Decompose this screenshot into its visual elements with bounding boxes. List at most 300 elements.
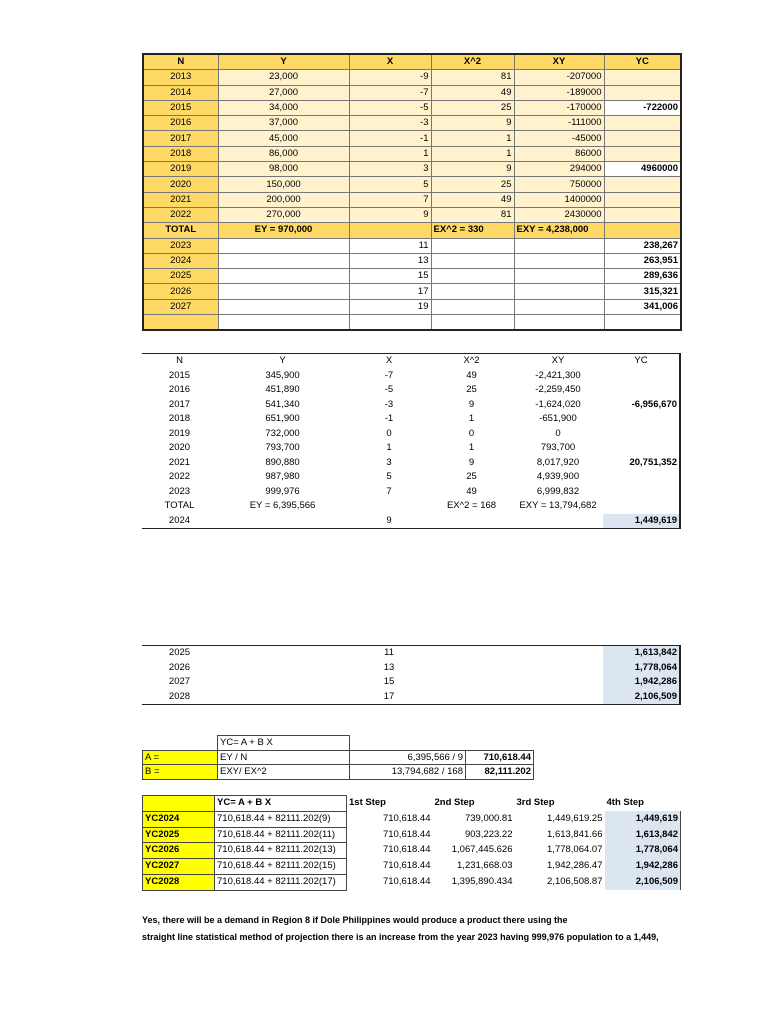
cell-formula: 710,618.44 + 82111.202(15)	[215, 859, 347, 875]
cell-y	[218, 299, 349, 314]
cell-yc	[603, 412, 680, 427]
table-row	[142, 485, 680, 500]
cell-x: 11	[349, 238, 431, 253]
cell-n: 2023	[143, 238, 218, 253]
total-row	[143, 223, 681, 238]
empty-cell	[430, 646, 513, 661]
header-x: X	[385, 355, 393, 366]
cell-yc	[604, 146, 681, 161]
cell-x2	[430, 514, 513, 529]
projection-table-1	[142, 53, 682, 331]
cell-y: 98,000	[218, 162, 349, 177]
cell-yc	[603, 369, 680, 384]
total-label: TOTAL	[143, 223, 218, 238]
empty-cell	[217, 675, 348, 690]
cell-yc: -722000	[604, 100, 681, 115]
cell-n: 2016	[168, 384, 191, 395]
cell-step-4: 1,449,619	[605, 811, 681, 827]
cell-step-3: 1,613,841.66	[547, 828, 603, 840]
cell-y: 34,000	[218, 100, 349, 115]
table-row	[143, 100, 681, 115]
table-row	[143, 874, 681, 890]
cell-yc: 315,321	[604, 284, 681, 299]
empty-cell	[430, 661, 513, 676]
cell-x: 13	[349, 253, 431, 268]
cell-x2: 49	[466, 369, 477, 381]
cell-n: 2020	[143, 177, 218, 192]
table-header-row	[143, 54, 681, 70]
cell-formula: 710,618.44 + 82111.202(11)	[215, 827, 347, 843]
cell-x: -7	[349, 85, 431, 100]
cell-x2: 9	[431, 116, 514, 131]
cell-xy: -2,259,450	[535, 384, 581, 395]
cell-n: 2013	[143, 70, 218, 85]
cell-n: 2027	[168, 676, 191, 687]
cell-step-3: 1,942,286.47	[547, 860, 603, 872]
cell-xy: -45000	[514, 131, 604, 146]
table-row	[143, 116, 681, 131]
formula-title-row	[143, 736, 534, 751]
cell-x: -9	[349, 70, 431, 85]
formula-result: 710,618.44	[466, 750, 534, 765]
formula-result: 82,111.202	[466, 765, 534, 780]
table-row	[143, 146, 681, 161]
empty-cell	[217, 690, 348, 705]
formula-row	[143, 750, 534, 765]
cell-xy: 86000	[514, 146, 604, 161]
cell-x: 11	[384, 647, 394, 658]
cell-xy: -111000	[514, 116, 604, 131]
cell-n: 2024	[168, 514, 191, 526]
total-label: TOTAL	[164, 500, 195, 511]
cell-yc	[604, 116, 681, 131]
cell-x: -1	[384, 413, 394, 424]
table-row	[143, 811, 681, 827]
cell-xy: 4,939,900	[536, 471, 580, 482]
total-ey: EY = 6,395,566	[249, 500, 316, 511]
cell-x2	[431, 269, 514, 284]
cell-label: YC2027	[143, 859, 215, 875]
cell-y: 999,976	[265, 485, 300, 497]
table-row	[143, 162, 681, 177]
table-header-row	[142, 354, 680, 369]
cell-xy	[514, 284, 604, 299]
table-row	[142, 456, 680, 471]
table-row	[142, 383, 680, 398]
empty-cell	[513, 661, 603, 676]
cell-y: 451,890	[265, 384, 300, 395]
header-n: N	[143, 54, 218, 70]
cell-yc: 1,449,619	[603, 514, 680, 529]
cell-n: 2023	[168, 485, 191, 497]
cell-x2: 9	[468, 456, 475, 468]
cell-xy: 2430000	[514, 207, 604, 222]
cell-yc	[604, 207, 681, 222]
cell-yc	[604, 192, 681, 207]
cell-xy: -651,900	[539, 413, 577, 424]
cell-yc: 263,951	[604, 253, 681, 268]
cell-formula: 710,618.44 + 82111.202(17)	[215, 874, 347, 890]
cell-x: 19	[349, 299, 431, 314]
cell-n: 2026	[168, 661, 191, 673]
conclusion-paragraph	[142, 912, 702, 946]
header-x2: X^2	[463, 355, 480, 366]
cell-step-4: 1,778,064	[605, 843, 681, 859]
cell-n: 2017	[168, 398, 191, 410]
cell-x: 7	[349, 192, 431, 207]
cell-y: 27,000	[218, 85, 349, 100]
cell-xy	[514, 269, 604, 284]
header-x: X	[349, 54, 431, 70]
steps-table	[142, 795, 681, 891]
cell-x: 5	[349, 177, 431, 192]
cell-n: 2018	[143, 146, 218, 161]
formula-substitution: 6,395,566 / 9	[350, 750, 466, 765]
cell-yc: 238,267	[604, 238, 681, 253]
header-x2: X^2	[431, 54, 514, 70]
cell-x2	[431, 253, 514, 268]
cell-x: 7	[386, 485, 392, 497]
cell-y	[217, 514, 348, 529]
table-row	[142, 412, 680, 427]
cell-y: 45,000	[218, 131, 349, 146]
header-xy: XY	[551, 355, 565, 366]
cell-y: 987,980	[265, 471, 300, 482]
formula-expression: EY / N	[218, 750, 350, 765]
cell-x: 5	[386, 471, 392, 482]
total-ey: EY = 970,000	[218, 223, 349, 238]
cell-xy: 294000	[514, 162, 604, 177]
table-row	[142, 441, 680, 456]
table-row	[143, 827, 681, 843]
cell-x2: 9	[431, 162, 514, 177]
empty-cell	[430, 690, 513, 705]
cell-label: YC2026	[143, 843, 215, 859]
table-row	[143, 177, 681, 192]
cell-x: 13	[383, 661, 395, 673]
table-row	[143, 207, 681, 222]
cell-step-2: 1,231,668.03	[457, 860, 513, 872]
empty-cell	[431, 315, 514, 331]
cell-x2: 0	[468, 427, 475, 439]
empty-cell	[217, 661, 348, 676]
cell-n: 2015	[168, 369, 191, 381]
cell-n: 2027	[143, 299, 218, 314]
header-step-2: 2nd Step	[434, 797, 475, 808]
table-header-row	[143, 796, 681, 812]
cell-yc: 341,006	[604, 299, 681, 314]
cell-x: -7	[384, 369, 394, 381]
cell-step-1: 710,618.44	[382, 875, 431, 887]
header-n: N	[176, 355, 183, 366]
cell-x2: 1	[431, 131, 514, 146]
projection-row	[143, 253, 681, 268]
cell-xy: -189000	[514, 85, 604, 100]
cell-xy: -207000	[514, 70, 604, 85]
cell-n: 2021	[143, 192, 218, 207]
cell-formula: 710,618.44 + 82111.202(13)	[215, 843, 347, 859]
formula-row	[143, 765, 534, 780]
empty-cell	[143, 796, 215, 812]
cell-x: -3	[384, 398, 394, 410]
cell-n: 2026	[143, 284, 218, 299]
cell-step-1: 710,618.44	[382, 812, 431, 824]
empty-cell	[218, 315, 349, 331]
cell-xy	[514, 299, 604, 314]
cell-yc	[603, 485, 680, 500]
table-row	[142, 470, 680, 485]
total-x	[348, 499, 430, 514]
cell-x2: 49	[431, 85, 514, 100]
total-row	[142, 499, 680, 514]
cell-step-2: 739,000.81	[464, 812, 513, 824]
cell-x: 9	[386, 514, 392, 526]
cell-xy: 6,999,832	[536, 485, 580, 497]
table-row	[142, 690, 680, 705]
cell-x: 3	[386, 456, 392, 468]
header-step-3: 3rd Step	[516, 797, 555, 808]
cell-x2	[431, 284, 514, 299]
formula-table	[142, 735, 534, 780]
cell-n: 2014	[143, 85, 218, 100]
cell-y	[218, 269, 349, 284]
cell-y: 270,000	[218, 207, 349, 222]
cell-x2: 49	[431, 192, 514, 207]
cell-label: YC2025	[143, 827, 215, 843]
cell-yc: -6,956,670	[631, 398, 677, 410]
cell-yc: 289,636	[604, 269, 681, 284]
cell-yc	[604, 70, 681, 85]
cell-y: 345,900	[265, 369, 300, 381]
total-yc	[603, 499, 680, 514]
cell-formula: 710,618.44 + 82111.202(9)	[215, 811, 347, 827]
header-yc: YC	[634, 355, 648, 366]
cell-yc: 4960000	[604, 162, 681, 177]
cell-xy: 750000	[514, 177, 604, 192]
empty-cell	[514, 315, 604, 331]
cell-step-4: 2,106,509	[605, 874, 681, 890]
cell-y: 37,000	[218, 116, 349, 131]
cell-x: 0	[386, 427, 392, 439]
cell-n: 2022	[143, 207, 218, 222]
formula-label-a: A =	[143, 750, 218, 765]
cell-x2	[431, 238, 514, 253]
cell-xy	[514, 253, 604, 268]
cell-xy: 793,700	[540, 442, 576, 453]
cell-x2: 25	[466, 384, 477, 395]
cell-xy: 1400000	[514, 192, 604, 207]
cell-x: -5	[384, 384, 394, 395]
cell-x2: 81	[431, 207, 514, 222]
cell-y: 890,880	[265, 456, 300, 468]
table-row	[142, 646, 680, 661]
cell-x: 17	[349, 284, 431, 299]
cell-step-4: 1,613,842	[605, 827, 681, 843]
cell-x: -5	[349, 100, 431, 115]
cell-x2: 1	[431, 146, 514, 161]
cell-xy: 0	[555, 427, 561, 439]
table-row	[142, 369, 680, 384]
empty-row	[143, 315, 681, 331]
cell-x2: 1	[468, 413, 475, 424]
empty-cell	[513, 646, 603, 661]
table-row	[142, 398, 680, 413]
cell-yc: 1,613,842	[603, 646, 680, 661]
projection-row	[143, 284, 681, 299]
table-row	[142, 675, 680, 690]
formula-substitution: 13,794,682 / 168	[350, 765, 466, 780]
cell-x: 15	[349, 269, 431, 284]
cell-x2: 81	[431, 70, 514, 85]
cell-x: 1	[386, 442, 392, 453]
projection-table-2	[142, 353, 681, 529]
cell-xy: 8,017,920	[536, 456, 580, 468]
cell-n: 2022	[168, 471, 191, 482]
cell-y: 200,000	[218, 192, 349, 207]
cell-x2: 25	[431, 177, 514, 192]
cell-x: 15	[383, 676, 395, 687]
cell-y: 793,700	[265, 442, 300, 453]
cell-n: 2021	[168, 456, 191, 468]
cell-y	[218, 238, 349, 253]
cell-yc: 20,751,352	[629, 456, 677, 468]
table-row	[143, 192, 681, 207]
cell-n: 2015	[143, 100, 218, 115]
cell-n: 2025	[143, 269, 218, 284]
cell-yc	[604, 131, 681, 146]
cell-n: 2016	[143, 116, 218, 131]
empty-cell	[350, 736, 466, 751]
cell-xy	[514, 238, 604, 253]
cell-yc: 2,106,509	[603, 690, 680, 705]
cell-xy	[513, 514, 603, 529]
cell-yc	[604, 177, 681, 192]
projection-row	[142, 514, 680, 529]
cell-x: -3	[349, 116, 431, 131]
header-y: Y	[218, 54, 349, 70]
cell-n: 2019	[143, 162, 218, 177]
cell-n: 2028	[168, 690, 191, 702]
cell-n: 2019	[168, 427, 191, 439]
cell-step-3: 2,106,508.87	[547, 875, 603, 887]
cell-x2: 25	[431, 100, 514, 115]
header-xy: XY	[514, 54, 604, 70]
empty-cell	[466, 736, 534, 751]
cell-yc	[603, 427, 680, 442]
cell-xy: -2,421,300	[535, 369, 581, 381]
total-exy: EXY = 13,794,682	[519, 500, 597, 511]
table-row	[142, 661, 680, 676]
cell-x: 3	[349, 162, 431, 177]
cell-n: 2017	[143, 131, 218, 146]
cell-x: 9	[349, 207, 431, 222]
table-row	[142, 427, 680, 442]
table-row	[143, 843, 681, 859]
empty-cell	[604, 315, 681, 331]
table-row	[143, 859, 681, 875]
empty-cell	[217, 646, 348, 661]
cell-x2: 25	[466, 471, 477, 482]
cell-label: YC2028	[143, 874, 215, 890]
cell-y: 86,000	[218, 146, 349, 161]
cell-step-1: 710,618.44	[382, 860, 431, 872]
cell-xy: -170000	[514, 100, 604, 115]
cell-yc	[603, 441, 680, 456]
cell-x2: 1	[468, 442, 475, 453]
header-y: Y	[279, 355, 286, 366]
cell-x: -1	[349, 131, 431, 146]
total-ex2: EX^2 = 168	[446, 500, 497, 511]
empty-cell	[349, 315, 431, 331]
cell-y: 150,000	[218, 177, 349, 192]
cell-step-2: 1,067,445.626	[451, 844, 513, 856]
table-row	[143, 85, 681, 100]
cell-n: 2025	[168, 647, 191, 658]
cell-yc: 1,942,286	[603, 675, 680, 690]
cell-step-3: 1,778,064.07	[547, 844, 603, 856]
cell-yc	[603, 470, 680, 485]
cell-yc	[603, 383, 680, 398]
projection-row	[143, 269, 681, 284]
cell-step-1: 710,618.44	[382, 828, 431, 840]
conclusion-line: straight line statistical method of projection there is an increase from the year 2023 having 999,976 population to a 1,449,	[142, 932, 659, 942]
cell-n: 2020	[168, 442, 191, 453]
cell-yc	[604, 85, 681, 100]
cell-step-4: 1,942,286	[605, 859, 681, 875]
cell-x2: 49	[466, 485, 477, 497]
cell-n: 2024	[143, 253, 218, 268]
formula-title: YC= A + B X	[218, 736, 350, 751]
cell-step-3: 1,449,619.25	[547, 812, 603, 824]
formula-label-b: B =	[143, 765, 218, 780]
empty-cell	[513, 675, 603, 690]
cell-x: 17	[383, 690, 395, 702]
projection-row	[143, 238, 681, 253]
cell-y: 732,000	[265, 427, 300, 439]
total-ex2: EX^2 = 330	[431, 223, 514, 238]
header-step-4: 4th Step	[606, 797, 644, 808]
cell-n: 2018	[168, 413, 191, 424]
empty-cell	[143, 736, 218, 751]
total-x	[349, 223, 431, 238]
header-step-1: 1st Step	[349, 797, 386, 808]
total-yc	[604, 223, 681, 238]
total-exy: EXY = 4,238,000	[514, 223, 604, 238]
conclusion-line: Yes, there will be a demand in Region 8 if Dole Philippines would produce a product there using the	[142, 915, 568, 925]
cell-y	[218, 253, 349, 268]
cell-x2	[431, 299, 514, 314]
header-yc: YC	[604, 54, 681, 70]
cell-x: 1	[349, 146, 431, 161]
empty-cell	[513, 690, 603, 705]
cell-label: YC2024	[143, 811, 215, 827]
cell-step-1: 710,618.44	[382, 844, 431, 856]
header-formula: YC= A + B X	[215, 796, 347, 812]
table-row	[143, 70, 681, 85]
cell-yc: 1,778,064	[603, 661, 680, 676]
formula-expression: EXY/ EX^2	[218, 765, 350, 780]
cell-y	[218, 284, 349, 299]
cell-y: 541,340	[265, 398, 300, 410]
projection-table-3	[142, 645, 681, 705]
cell-step-2: 903,223.22	[464, 828, 513, 840]
projection-row	[143, 299, 681, 314]
cell-y: 23,000	[218, 70, 349, 85]
empty-cell	[143, 315, 218, 331]
cell-step-2: 1,395,890.434	[451, 875, 513, 887]
cell-xy: -1,624,020	[535, 398, 581, 410]
table-row	[143, 131, 681, 146]
